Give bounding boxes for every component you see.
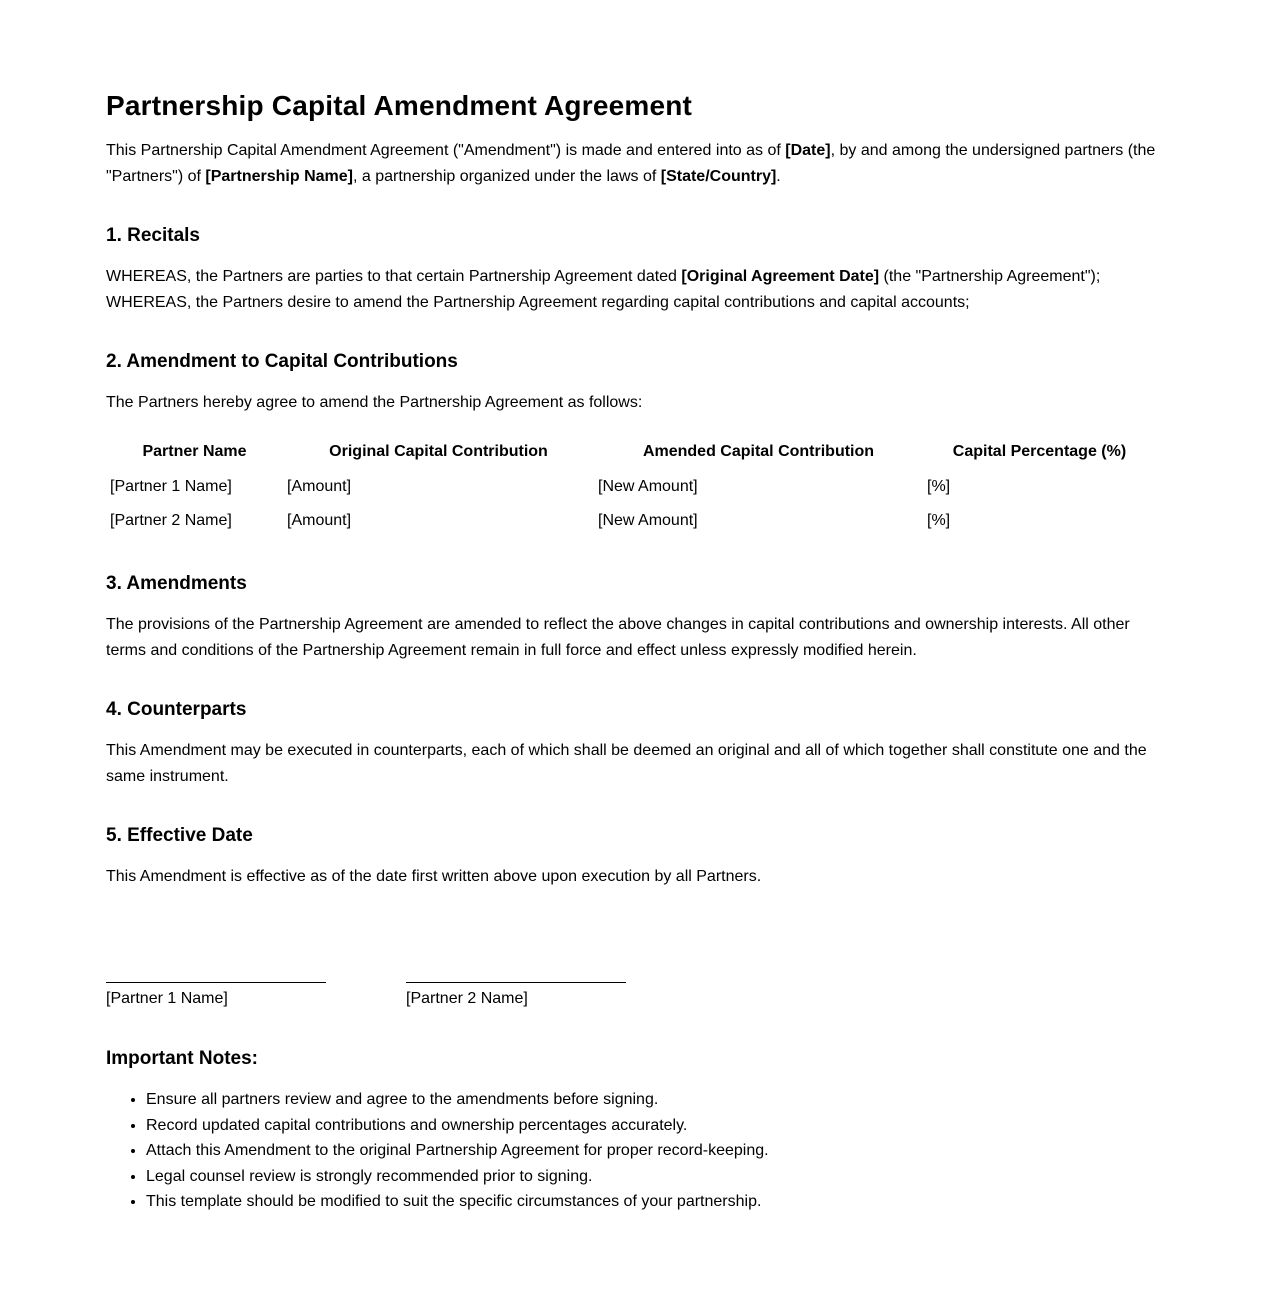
effective-date-paragraph: This Amendment is effective as of the date first written above upon execution by all Partners. <box>106 868 762 885</box>
counterparts-heading: 4. Counterparts <box>106 699 247 720</box>
recitals-heading: 1. Recitals <box>106 225 200 246</box>
intro-paragraph <box>106 138 1166 190</box>
amendment-section <box>106 350 1166 538</box>
column-header: Capital Percentage (%) <box>952 443 1127 460</box>
table-cell: [New Amount] <box>598 478 698 495</box>
column-header: Original Capital Contribution <box>329 443 548 460</box>
table-row <box>106 470 1156 504</box>
list-item: • Legal counsel review is strongly recommended prior to signing. <box>146 1164 1166 1190</box>
intro-text-3: , a partnership organized under the laws of <box>352 168 661 185</box>
amendments-heading: 3. Amendments <box>106 573 247 594</box>
signature-name: [Partner 2 Name] <box>406 990 528 1007</box>
recital-1-text: WHEREAS, the Partners are parties to that certain Partnership Agreement dated <box>106 268 682 285</box>
important-notes-section <box>106 1047 1166 1215</box>
amendment-heading: 2. Amendment to Capital Contributions <box>106 351 458 372</box>
effective-date-heading: 5. Effective Date <box>106 825 253 846</box>
table-cell: [New Amount] <box>598 512 698 529</box>
signature-partner-1 <box>106 982 326 1009</box>
amendments-section <box>106 572 1166 664</box>
intro-text-2: , by and among the undersigned partners (the "Partners") of <box>106 142 1156 185</box>
amendment-intro: The Partners hereby agree to amend the Partnership Agreement as follows: <box>106 394 643 411</box>
notes-list <box>106 1087 1166 1215</box>
notes-heading: Important Notes: <box>106 1048 258 1069</box>
original-agreement-date-placeholder: [Original Agreement Date] <box>681 268 880 285</box>
signature-partner-2 <box>406 982 626 1009</box>
table-row <box>106 504 1156 538</box>
list-item: • Ensure all partners review and agree to the amendments before signing. <box>146 1087 1166 1113</box>
signature-line <box>406 982 626 983</box>
table-cell: [Partner 1 Name] <box>110 478 232 495</box>
counterparts-section <box>106 698 1166 790</box>
recitals-paragraph <box>106 264 1166 316</box>
state-placeholder: [State/Country] <box>660 168 777 185</box>
table-cell: [Partner 2 Name] <box>110 512 232 529</box>
intro-text-1: This Partnership Capital Amendment Agreement ("Amendment") is made and entered into as of <box>106 142 786 159</box>
column-header: Partner Name <box>142 443 247 460</box>
effective-date-section <box>106 824 1166 890</box>
capital-table <box>106 436 1156 538</box>
signature-name: [Partner 1 Name] <box>106 990 228 1007</box>
list-item: • Record updated capital contributions and ownership percentages accurately. <box>146 1113 1166 1139</box>
table-cell: [%] <box>927 512 951 529</box>
list-item: • Attach this Amendment to the original Partnership Agreement for proper record-keeping. <box>146 1138 1166 1164</box>
recitals-section <box>106 224 1166 316</box>
table-cell: [%] <box>927 478 951 495</box>
date-placeholder: [Date] <box>785 142 831 159</box>
recital-2-text: WHEREAS, the Partners desire to amend the Partnership Agreement regarding capital contributions and capital accounts; <box>106 294 970 311</box>
signature-line <box>106 982 326 983</box>
amendments-paragraph: The provisions of the Partnership Agreement are amended to reflect the above changes in capital contributions and ownership interests. All other terms and conditions of the Partnership Agreement remain in full force and effect unless expressly modified herein. <box>106 616 1130 659</box>
table-header-row <box>106 436 1156 470</box>
partnership-name-placeholder: [Partnership Name] <box>205 168 353 185</box>
counterparts-paragraph: This Amendment may be executed in counterparts, each of which shall be deemed an original and all of which together shall constitute one and the same instrument. <box>106 742 1147 785</box>
signature-block <box>106 982 1166 1009</box>
recital-1-text-end: (the "Partnership Agreement"); <box>879 268 1101 285</box>
column-header: Amended Capital Contribution <box>642 443 875 460</box>
table-cell: [Amount] <box>287 478 352 495</box>
table-cell: [Amount] <box>287 512 352 529</box>
intro-text-4: . <box>776 168 781 185</box>
document-title: Partnership Capital Amendment Agreement <box>106 90 693 121</box>
list-item: • This template should be modified to suit the specific circumstances of your partnership. <box>146 1189 1166 1215</box>
